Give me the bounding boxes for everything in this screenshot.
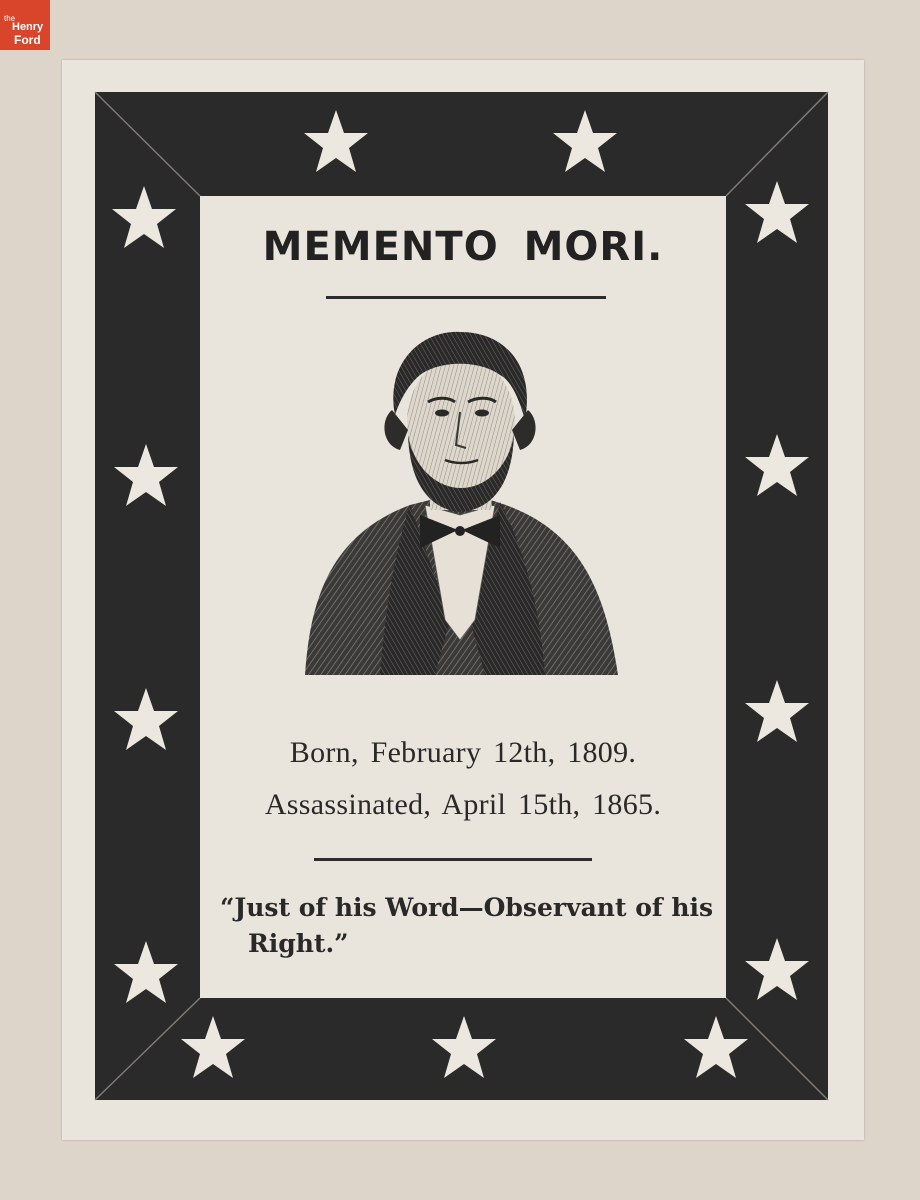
title-divider — [326, 296, 606, 299]
quote-text — [220, 890, 720, 962]
logo-text-ford: Ford — [14, 33, 41, 47]
quote-line-2: Right.” — [248, 929, 349, 958]
assassination-date-line: Assassinated, April 15th, 1865. — [264, 788, 662, 821]
poster-title: MEMENTO MORI. — [262, 224, 664, 270]
logo-text-the: the — [4, 14, 16, 23]
birth-date-line: Born, February 12th, 1809. — [289, 736, 637, 769]
quote-divider — [314, 858, 592, 861]
logo-text-henry: Henry — [12, 21, 44, 33]
portrait-engraving — [300, 320, 622, 690]
quote-line-1: “Just of his Word—Observant of his — [220, 893, 714, 922]
